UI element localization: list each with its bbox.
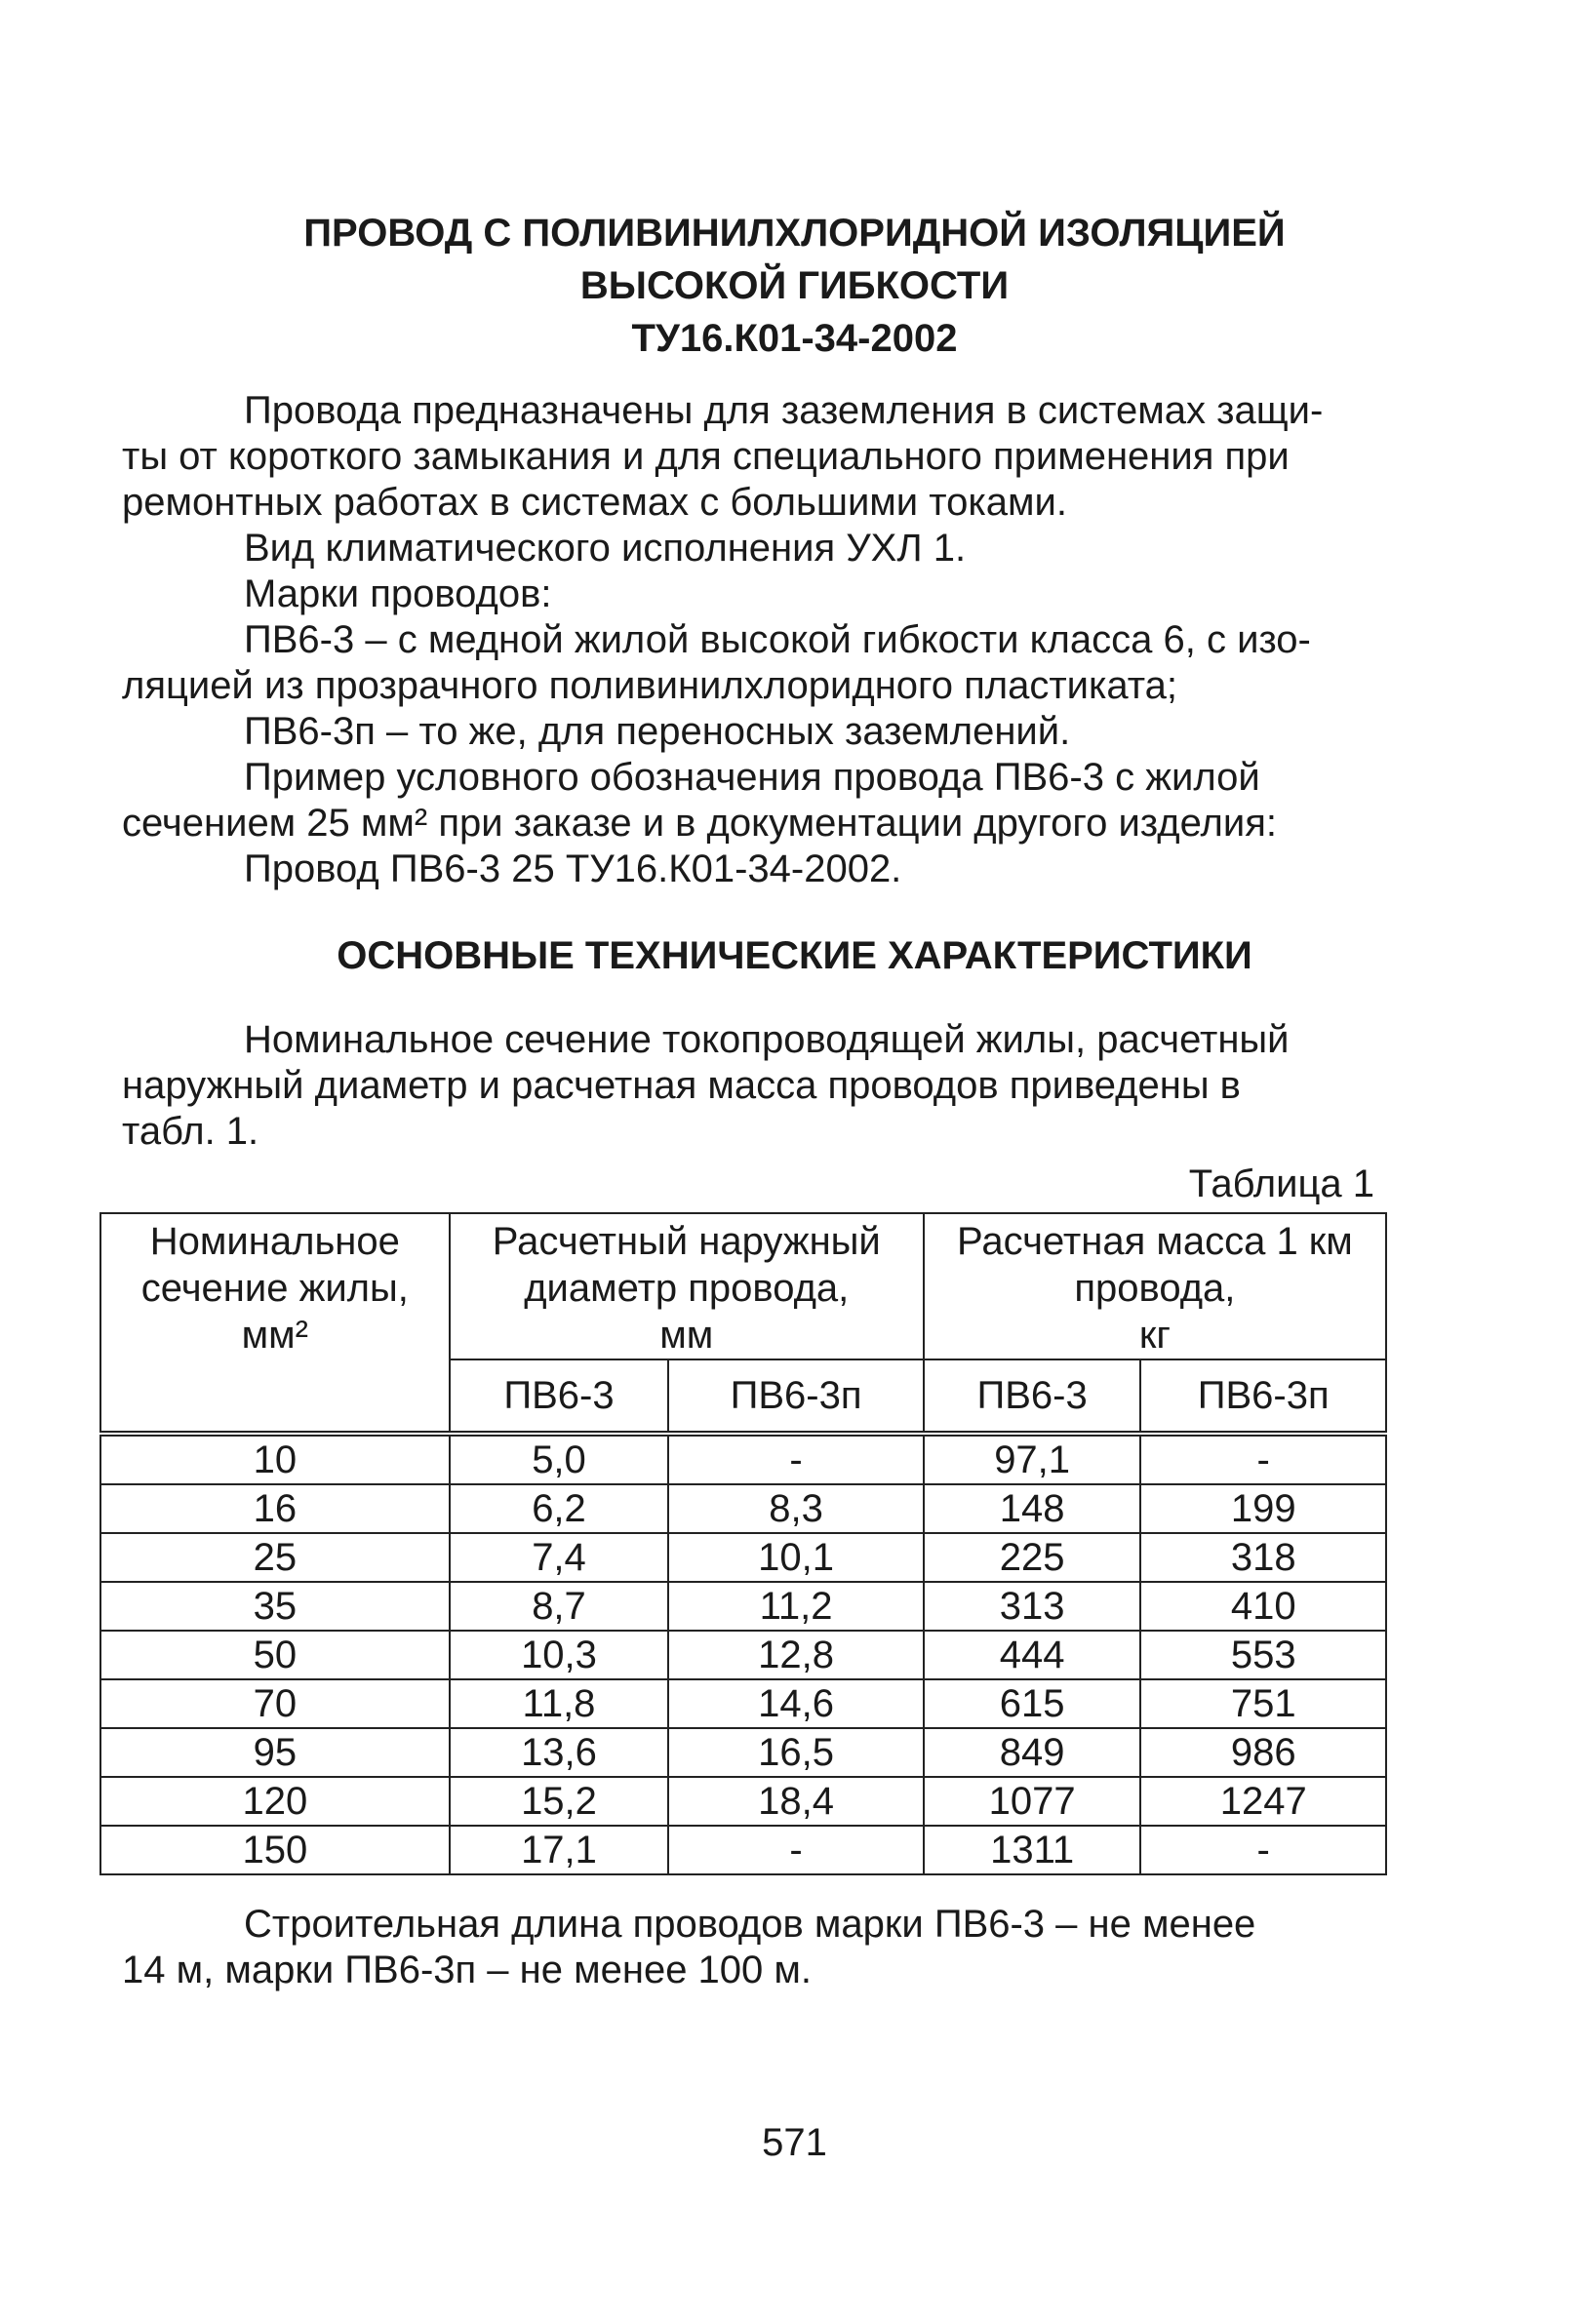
table-cell: -: [668, 1826, 924, 1874]
table-cell: 313: [924, 1582, 1141, 1631]
table-row: [100, 1484, 1386, 1533]
section-line: Номинальное сечение токопроводящей жилы, расчетный: [244, 1018, 1290, 1061]
footer-line: 14 м, марки ПВ6-3п – не менее 100 м.: [122, 1949, 813, 1991]
table-cell: 849: [924, 1728, 1141, 1777]
intro-line: Провода предназначены для заземления в системах защи-: [244, 389, 1324, 432]
example-line: Пример условного обозначения провода ПВ6-3 с жилой: [244, 756, 1260, 799]
section-line: табл. 1.: [122, 1110, 259, 1153]
table-cell: 12,8: [668, 1631, 924, 1679]
example-designation: Провод ПВ6-3 25 ТУ16.К01-34-2002.: [244, 847, 902, 890]
header-mass: Расчетная масса 1 км провода, кг: [924, 1213, 1386, 1359]
subheader-mass-pv6-3p: ПВ6-3п: [1140, 1359, 1386, 1434]
table-cell: 1247: [1140, 1777, 1386, 1826]
table-cell: 25: [100, 1533, 450, 1582]
document-title: [0, 207, 1589, 365]
brand-pv6-3p-line: ПВ6-3п – то же, для переносных заземлений.: [244, 710, 1071, 753]
title-line-1: ПРОВОД С ПОЛИВИНИЛХЛОРИДНОЙ ИЗОЛЯЦИЕЙ: [303, 212, 1286, 255]
table-cell: 15,2: [450, 1777, 669, 1826]
table-cell: 553: [1140, 1631, 1386, 1679]
table-row: [100, 1582, 1386, 1631]
table-cell: 615: [924, 1679, 1141, 1728]
table-cell: 986: [1140, 1728, 1386, 1777]
climate-line: Вид климатического исполнения УХЛ 1.: [244, 527, 967, 570]
table-row: [100, 1777, 1386, 1826]
footer-line: Строительная длина проводов марки ПВ6-3 – не менее: [244, 1903, 1256, 1946]
table-cell: 225: [924, 1533, 1141, 1582]
table-cell: 16: [100, 1484, 450, 1533]
table-cell: 11,2: [668, 1582, 924, 1631]
table-row: [100, 1631, 1386, 1679]
section-line: наружный диаметр и расчетная масса проводов приведены в: [122, 1064, 1241, 1107]
table-cell: 6,2: [450, 1484, 669, 1533]
intro-line: ты от короткого замыкания и для специального применения при: [122, 435, 1290, 478]
table-cell: 10,1: [668, 1533, 924, 1582]
table-cell: 50: [100, 1631, 450, 1679]
intro-line: ремонтных работах в системах с большими токами.: [122, 481, 1067, 524]
title-line-3: ТУ16.К01-34-2002: [631, 317, 958, 360]
table-cell: 13,6: [450, 1728, 669, 1777]
table-cell: 150: [100, 1826, 450, 1874]
table-cell: 318: [1140, 1533, 1386, 1582]
table-cell: 95: [100, 1728, 450, 1777]
footer-paragraph: [122, 1902, 1371, 1993]
table-cell: 1311: [924, 1826, 1141, 1874]
table-cell: 8,3: [668, 1484, 924, 1533]
table-cell: 10: [100, 1434, 450, 1484]
header-outer-diameter: Расчетный наружный диаметр провода, мм: [450, 1213, 924, 1359]
data-table: [99, 1212, 1387, 1875]
subheader-mass-pv6-3: ПВ6-3: [924, 1359, 1141, 1434]
table-cell: 8,7: [450, 1582, 669, 1631]
example-line: сечением 25 мм² при заказе и в документации другого изделия:: [122, 802, 1277, 845]
table-row: [100, 1826, 1386, 1874]
table-cell: 70: [100, 1679, 450, 1728]
table-row: [100, 1679, 1386, 1728]
intro-paragraph: [122, 388, 1371, 892]
table-cell: -: [668, 1434, 924, 1484]
table-cell: 5,0: [450, 1434, 669, 1484]
title-line-2: ВЫСОКОЙ ГИБКОСТИ: [579, 264, 1010, 307]
table-cell: 10,3: [450, 1631, 669, 1679]
table-cell: 148: [924, 1484, 1141, 1533]
subheader-diameter-pv6-3p: ПВ6-3п: [668, 1359, 924, 1434]
subheader-diameter-pv6-3: ПВ6-3: [450, 1359, 669, 1434]
table-cell: 444: [924, 1631, 1141, 1679]
table-cell: 17,1: [450, 1826, 669, 1874]
table-caption: Таблица 1: [1188, 1162, 1374, 1205]
brands-heading: Марки проводов:: [244, 572, 552, 615]
table-cell: -: [1140, 1434, 1386, 1484]
table-cell: 410: [1140, 1582, 1386, 1631]
table-cell: 7,4: [450, 1533, 669, 1582]
table-cell: -: [1140, 1826, 1386, 1874]
table-cell: 120: [100, 1777, 450, 1826]
brand-pv6-3-line: ляцией из прозрачного поливинилхлоридного пластиката;: [122, 664, 1177, 707]
table-cell: 97,1: [924, 1434, 1141, 1484]
table-cell: 751: [1140, 1679, 1386, 1728]
header-cross-section: Номинальное сечение жилы, мм²: [100, 1213, 450, 1434]
table-cell: 18,4: [668, 1777, 924, 1826]
table-row: [100, 1728, 1386, 1777]
table-cell: 14,6: [668, 1679, 924, 1728]
table-row: [100, 1434, 1386, 1484]
section-paragraph: [122, 1017, 1371, 1155]
table-row: [100, 1533, 1386, 1582]
table-cell: 199: [1140, 1484, 1386, 1533]
section-title: ОСНОВНЫЕ ТЕХНИЧЕСКИЕ ХАРАКТЕРИСТИКИ: [337, 934, 1252, 977]
table-cell: 16,5: [668, 1728, 924, 1777]
page-number: 571: [762, 2121, 827, 2164]
brand-pv6-3-line: ПВ6-3 – с медной жилой высокой гибкости класса 6, с изо-: [244, 618, 1311, 661]
table-cell: 35: [100, 1582, 450, 1631]
table-cell: 11,8: [450, 1679, 669, 1728]
table-cell: 1077: [924, 1777, 1141, 1826]
